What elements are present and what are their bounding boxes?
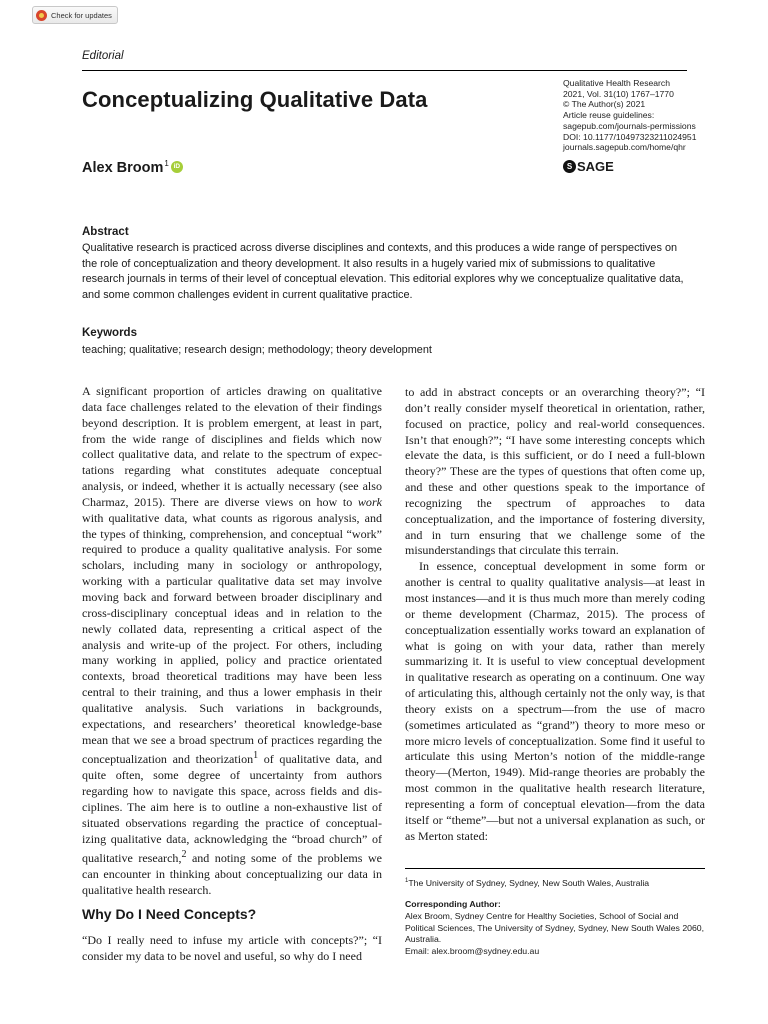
body-column-left <box>82 384 382 899</box>
body-paragraph-2: “Do I really need to infuse my article with concepts?”; “I consider my data to be novel and useful, so why do I need <box>82 933 382 963</box>
body-column-right <box>405 385 705 844</box>
reuse-link[interactable]: sagepub.com/journals-permissions <box>563 120 696 131</box>
check-for-updates-label: Check for updates <box>51 10 112 20</box>
body-paragraph-3: to add in abstract concepts or an overarching theory?”; “I don’t really consider myself theoretical in orientation, rather, focused on practice, policy and real-world consequences. Isn’t that enough?”; “I have some interesting concepts which elevate the data, is this sufficient, or do I need a full-blown theory?” These are the types of questions that often come up, and these and other questions speak to the importance of recognizing the spectrum of approaches to data conceptualization, and the importance of fostering diversity, and in turn ensuring that we challenge some of the misunderstandings that circulate this terrain. <box>405 385 705 558</box>
keywords-heading: Keywords <box>82 327 137 339</box>
journal-citation: 2021, Vol. 31(10) 1767–1770 <box>563 88 674 99</box>
refresh-icon <box>36 10 47 21</box>
header-rule <box>82 70 687 71</box>
endnote-mark-1[interactable]: 1 <box>253 750 259 762</box>
body-column-left-continued <box>82 933 382 965</box>
footnote-text: The University of Sydney, Sydney, New South Wales, Australia <box>408 878 650 888</box>
copyright: © The Author(s) 2021 <box>563 99 646 110</box>
section-label: Editorial <box>82 50 124 62</box>
body-text: of qualitative data, and quite often, some degree of uncertainty from authors regarding how to navigate this space, across fields and disciplines. The aim here is to outline a non-exhaustive list of situated observations regarding the practice of conceptualizing qualitative data, acknowledging the “broad church” of qualitative research, <box>82 752 382 866</box>
journal-link[interactable]: journals.sagepub.com/home/qhr <box>563 142 686 153</box>
body-text: A significant proportion of articles drawing on qualitative data face challenges related to the elevation of their findings beyond description. It is problem emergent, at least in part, from the wide range of disciplines and fields which now collect qualitative data, and relate to the spectrum of expectations regarding what constitutes adequate conceptual analysis, or indeed, whether it is actually necessary (see also Charmaz, 2015). There are diverse views on how to <box>82 384 382 509</box>
doi-link[interactable]: DOI: 10.1177/10497323211024951 <box>563 131 697 142</box>
journal-name: Qualitative Health Research <box>563 78 670 88</box>
article-title: Conceptualizing Qualitative Data <box>82 87 428 112</box>
emphasis-work: work <box>357 494 382 509</box>
footnote-mark: 1 <box>405 878 409 885</box>
author-name: Alex Broom <box>82 160 164 176</box>
publisher-name: SAGE <box>577 159 614 174</box>
author-line <box>82 160 183 176</box>
footnote-rule <box>405 868 705 869</box>
corresponding-heading: Corresponding Author: <box>405 899 501 909</box>
affiliation-footnote <box>405 878 649 888</box>
abstract-heading: Abstract <box>82 226 129 238</box>
abstract-text: Qualitative research is practiced across diverse disciplines and contexts, and this produces a wide range of perspectives on the role of conceptualization and theory development. It also results in a hugely varied mix of submissions to qualitative research journals in terms of their level of conceptual elevation. This editorial explores why we conceptualize qualitative data, and some common challenges evident in current qualitative practice. <box>82 242 684 301</box>
section-heading-why: Why Do I Need Concepts? <box>82 906 257 922</box>
corresponding-address: Alex Broom, Sydney Centre for Healthy Societies, School of Social and Political Sciences, The University of Sydney, Sydney, New South Wales 2060, Australia. <box>405 910 705 945</box>
body-text: and noting some of the problems we can encounter in thinking about conceptualizing our data in qualitative health research. <box>82 851 382 898</box>
body-paragraph-1 <box>82 384 382 899</box>
journal-meta <box>563 78 696 153</box>
corresponding-email[interactable]: Email: alex.broom@sydney.edu.au <box>405 946 540 957</box>
corresponding-author <box>405 899 710 958</box>
keywords-text: teaching; qualitative; research design; methodology; theory development <box>82 344 432 356</box>
orcid-icon[interactable]: iD <box>171 161 183 173</box>
reuse-label: Article reuse guidelines: <box>563 110 655 121</box>
body-text: with qualitative data, what counts as rigorous analysis, and the types of thinking, comprehension, and conceptual “work” required to produce a quality qualitative analysis. For some scholars, including many in sociology or anthropology, working with a particular qualitative data set may involve moving back and forward between broader disciplinary and cross-disciplinary conceptual ideas and in relation to the newly collated data, representing a critical aspect of the analysis and write-up of the project. For others, including many working in applied, policy and practice orientated contexts, broad theoretical traditions may have been less central to their training, and thus a lower emphasis in their qualitative analysis. Such variations in backgrounds, expectations, and researchers’ theoretical knowledge-base mean that we see a broad spectrum of practices regarding the conceptualization and theorization <box>82 510 382 767</box>
check-for-updates-badge[interactable] <box>32 6 118 24</box>
affiliation-mark: 1 <box>164 159 169 168</box>
endnote-mark-2[interactable]: 2 <box>181 849 187 861</box>
body-paragraph-4: In essence, conceptual development in some form or another is central to quality qualitative analysis—at least in most instances—and it is thus much more than merely coding or theme development (Charmaz, 2015). The process of conceptualization essentially works toward an explanation of what is going on with your data, rather than merely summarizing it. It is useful to view conceptual development in qualitative research as operating on a continuum. One way of articulating this, although certainly not the only way, is that theory exists on a spectrum—from the use of macro (sometimes articulated as “grand”) theory to more meso or more micro levels of conceptualization. Some find it useful to articulate this using Merton’s notion of the middle-range theory—(Merton, 1949). Mid-range theories are probably the most common in the qualitative health research literature, representing a form of conceptual elevation—from the data itself or “theme”—but not a universal explanation as such, or as Merton stated: <box>405 559 705 843</box>
publisher-logo <box>563 159 614 174</box>
sage-icon: S <box>563 160 576 173</box>
